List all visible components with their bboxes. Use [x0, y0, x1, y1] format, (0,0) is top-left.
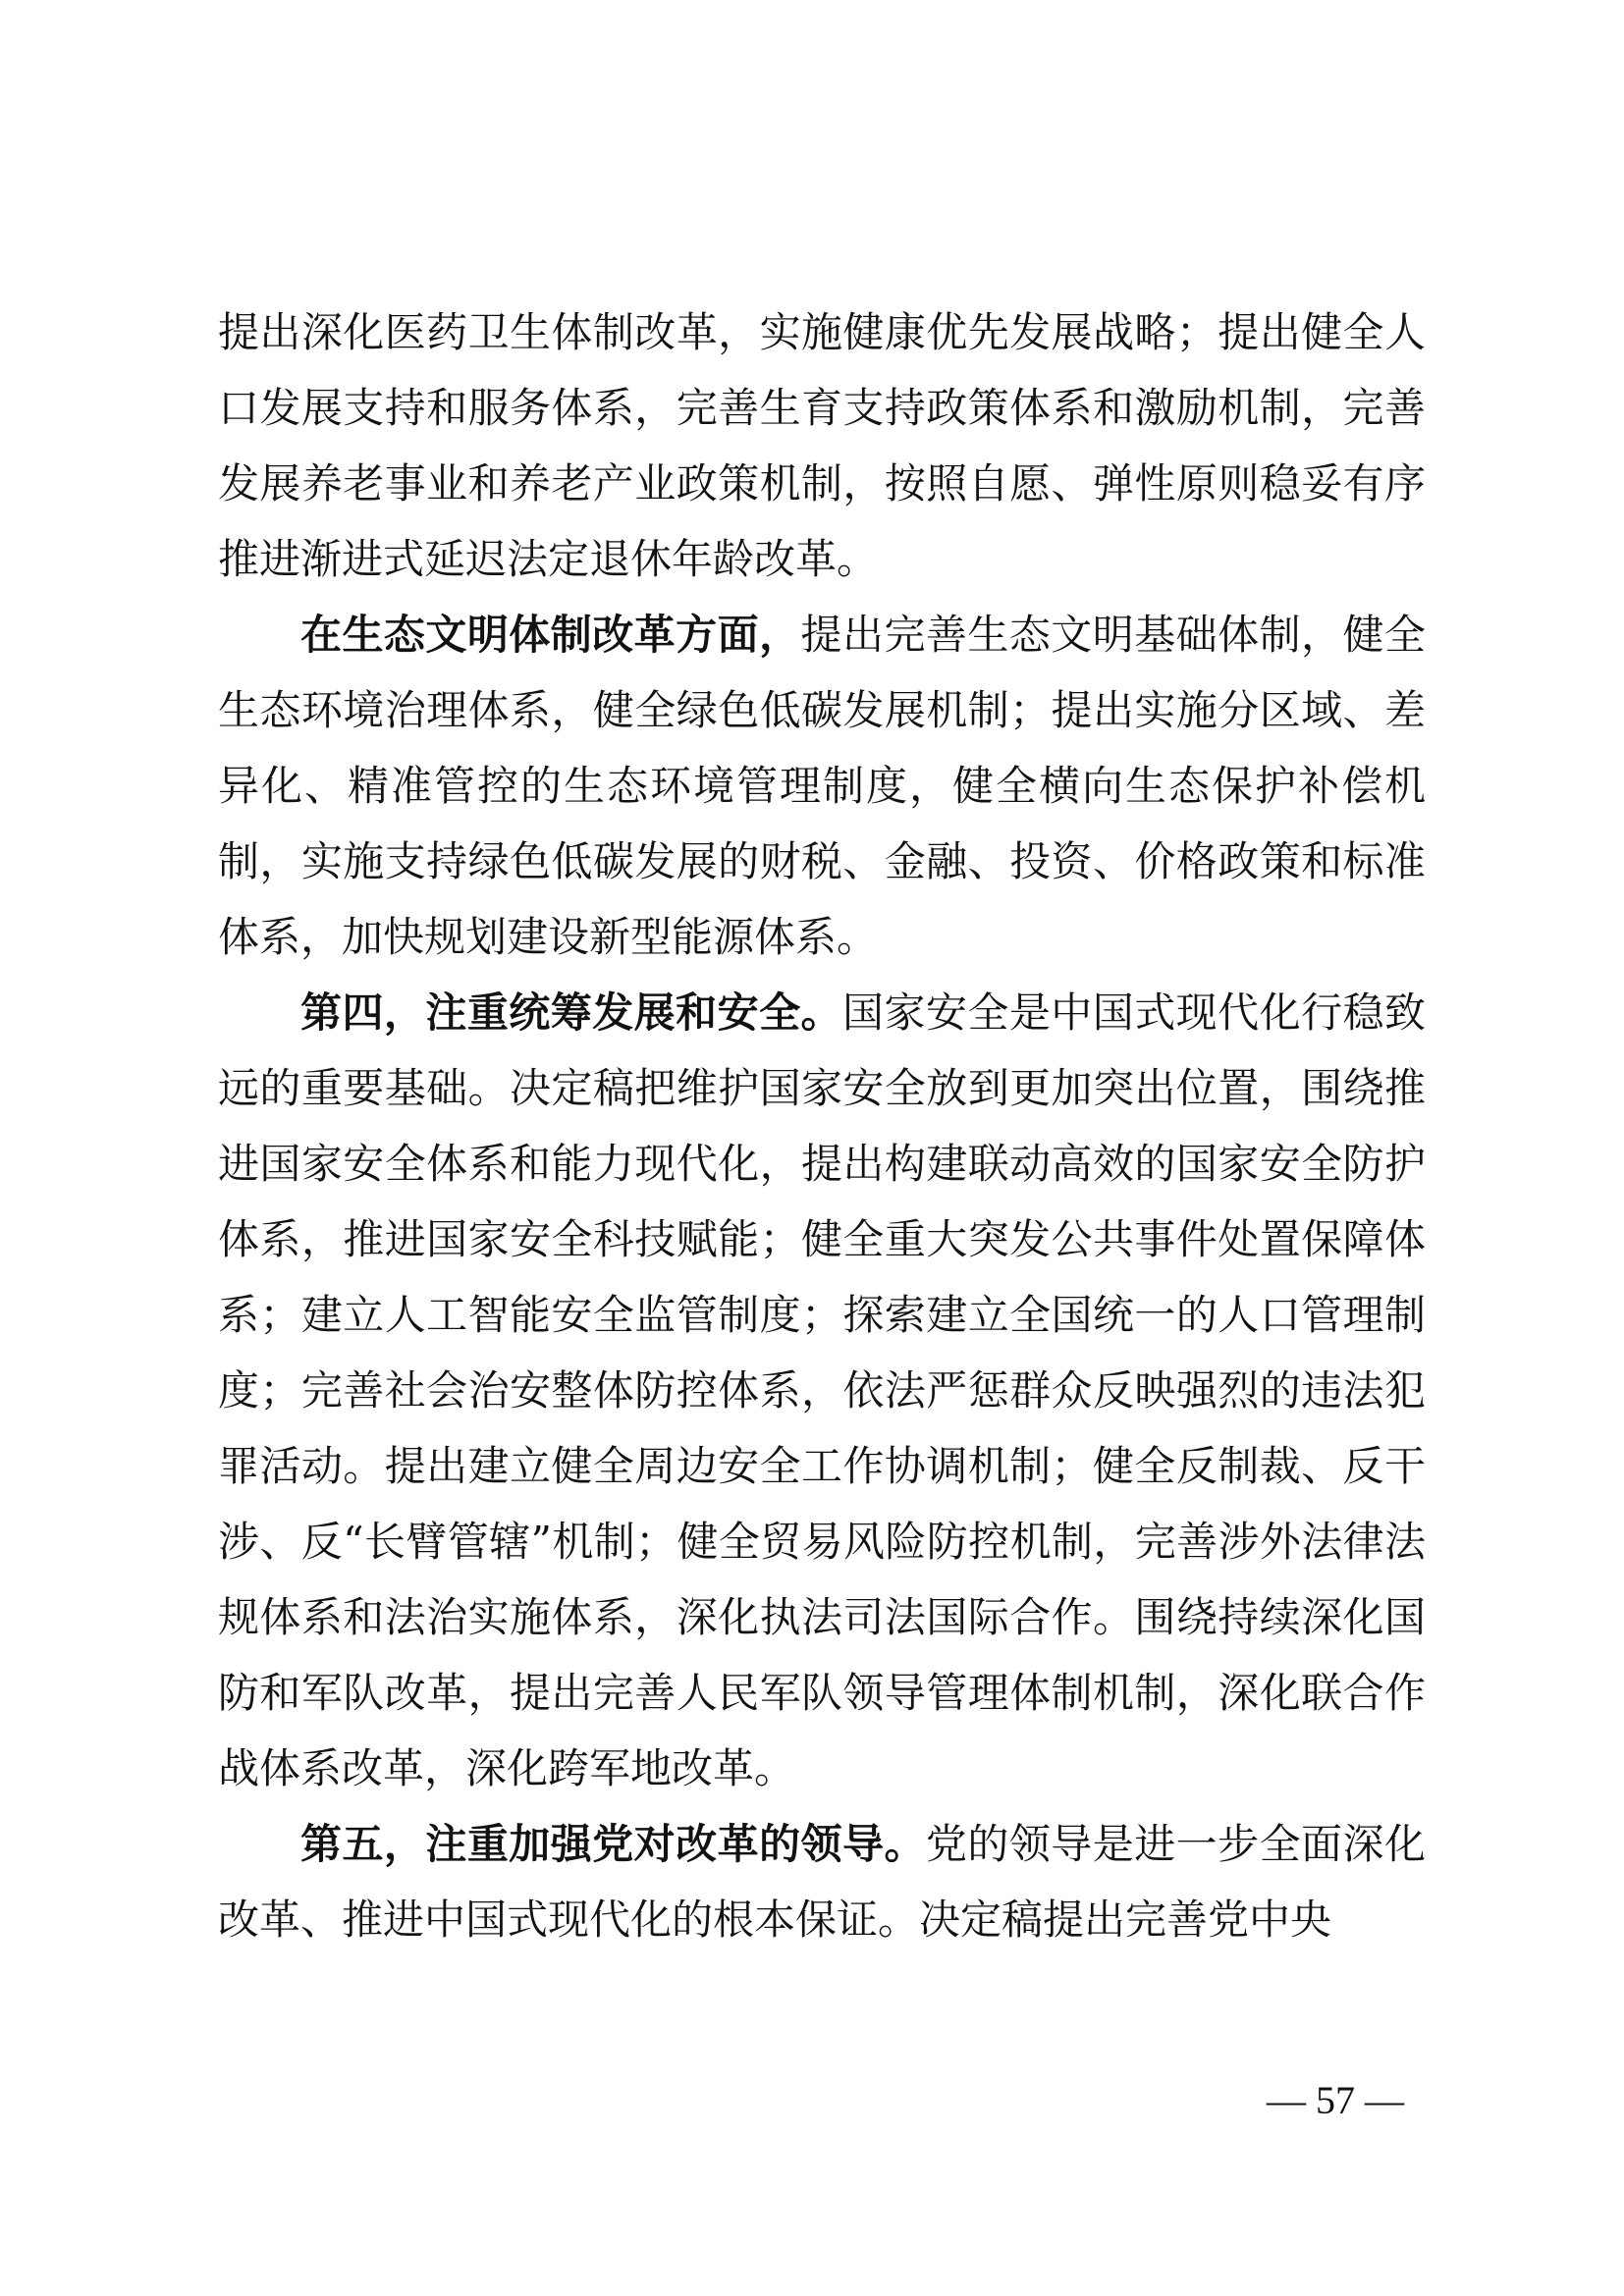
- paragraph-text: 提出完善生态文明基础体制，健全生态环境治理体系，健全绿色低碳发展机制；提出实施分区域、差异化、精准管控的生态环境管理制度，健全横向生态保护补偿机制，实施支持绿色低碳发展的财税、金融、投资、价格政策和标准体系，加快规划建设新型能源体系。: [218, 611, 1426, 961]
- paragraph-text: 提出深化医药卫生体制改革，实施健康优先发展战略；提出健全人口发展支持和服务体系，完善生育支持政策体系和激励机制，完善发展养老事业和养老产业政策机制，按照自愿、弹性原则稳妥有序推进渐进式延迟法定退休年龄改革。: [218, 308, 1426, 583]
- paragraph-lead: 第四，注重统筹发展和安全。: [300, 988, 842, 1037]
- page-number: — 57 —: [1267, 2078, 1404, 2122]
- paragraph-fifth-leadership: [218, 1806, 1426, 1957]
- paragraph-fourth-security: [218, 975, 1426, 1806]
- paragraph-text: 国家安全是中国式现代化行稳致远的重要基础。决定稿把维护国家安全放到更加突出位置，围绕推进国家安全体系和能力现代化，提出构建联动高效的国家安全防护体系，推进国家安全科技赋能；健全重大突发公共事件处置保障体系；建立人工智能安全监管制度；探索建立全国统一的人口管理制度；完善社会治安整体防控体系，依法严惩群众反映强烈的违法犯罪活动。提出建立健全周边安全工作协调机制；健全反制裁、反干涉、反“长臂管辖”机制；健全贸易风险防控机制，完善涉外法律法规体系和法治实施体系，深化执法司法国际合作。围绕持续深化国防和军队改革，提出完善人民军队领导管理体制机制，深化联合作战体系改革，深化跨军地改革。: [218, 988, 1426, 1792]
- paragraph-text: 党的领导是进一步全面深化改革、推进中国式现代化的根本保证。决定稿提出完善党中央: [218, 1820, 1426, 1944]
- body-text: [218, 294, 1426, 1957]
- paragraph-lead: 在生态文明体制改革方面，: [300, 611, 801, 659]
- paragraph-ecology: [218, 597, 1426, 975]
- paragraph-lead: 第五，注重加强党对改革的领导。: [300, 1820, 926, 1868]
- paragraph-continued: [218, 294, 1426, 597]
